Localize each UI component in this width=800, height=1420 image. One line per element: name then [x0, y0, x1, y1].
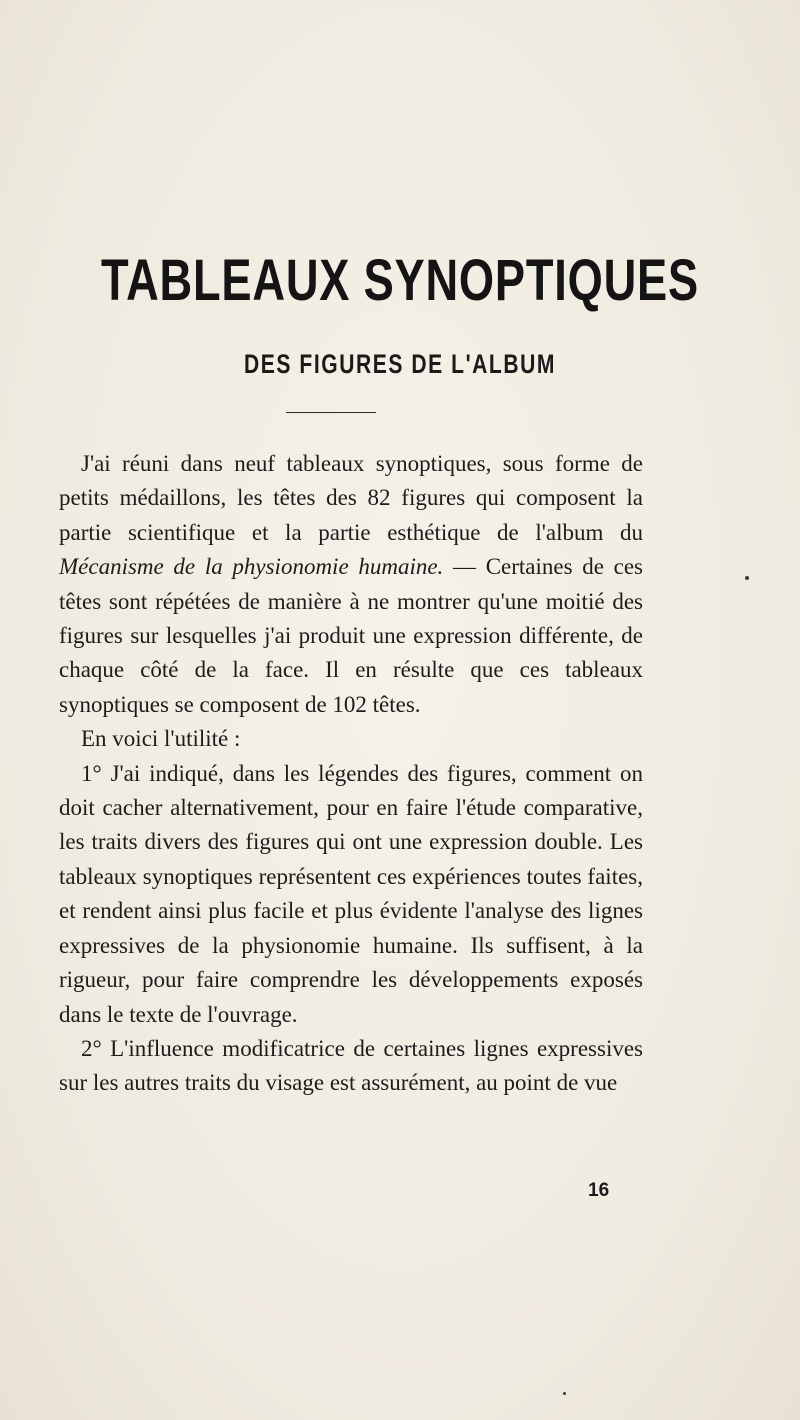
paragraph-3: 1° J'ai indiqué, dans les légendes des figures, comment on doit cacher alternativement, pour en faire l'étude comparative, les traits divers des figures qui ont une expression double. Les tableaux synoptiques représentent ces expériences toutes faites, et rendent ainsi plus facile et plus évidente l'analyse des lignes expressives de la physionomie humaine. Ils suffisent, à la rigueur, pour faire comprendre les développements exposés dans le texte de l'ouvrage. [59, 760, 643, 1027]
page-number: 16 [588, 1180, 610, 1201]
paragraph-2: En voici l'utilité : [81, 726, 241, 752]
paper-speck [745, 576, 749, 580]
paragraph-1-text-b: — Certaines de ces têtes sont répétées de manière à ne montrer qu'une moitié des figures sur lesquelles j'ai produit une expression différente, de chaque côté de la face. Il en résulte que ces tableaux synoptiques se composent de 102 têtes. [59, 554, 643, 717]
paper-speck [563, 1392, 566, 1395]
title-divider [286, 412, 376, 413]
body-text [59, 447, 643, 1101]
page-title: TABLEAUX SYNOPTIQUES [101, 248, 699, 313]
paragraph-1-italic-title: Mécanisme de la physionomie humaine. [59, 554, 444, 580]
paragraph-1 [59, 447, 643, 722]
paragraph-4: 2° L'influence modificatrice de certaines lignes expressives sur les autres traits du visage est assurément, au point de vue [59, 1035, 643, 1096]
page-subtitle: DES FIGURES DE L'ALBUM [244, 349, 556, 379]
paragraph-1-text-a: J'ai réuni dans neuf tableaux synoptiques, sous forme de petits médaillons, les têtes des 82 figures qui composent la partie scientifique et la partie esthétique de l'album du [59, 451, 643, 545]
